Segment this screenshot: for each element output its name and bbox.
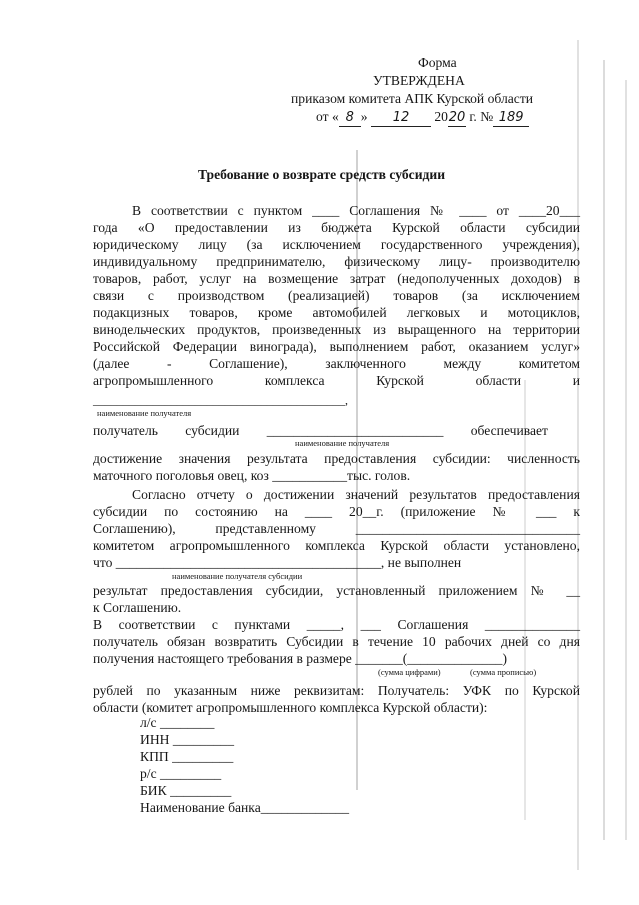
scan-streak — [625, 80, 627, 840]
date-number: 189 — [493, 110, 529, 127]
body-line: агропромышленного комплекса Курской области и — [93, 373, 580, 388]
body-line: В соответствии с пунктами _____, ___ Соглашения ______________ — [93, 617, 580, 632]
body-line: рублей по указанным ниже реквизитам: Получатель: УФК по Курской — [93, 683, 580, 698]
requisite-inn: ИНН _________ — [140, 732, 235, 747]
body-line: достижение значения результата предоставления субсидии: численность — [93, 451, 580, 466]
body-line: получения настоящего требования в размере _______(______________) — [93, 651, 507, 666]
scan-streak — [603, 60, 605, 840]
date-prefix: от « — [316, 109, 339, 124]
body-line: __________________________________________, — [93, 393, 348, 407]
body-line: к Соглашению. — [93, 600, 182, 615]
body-line: индивидуальному предпринимателю, физическому лицу- производителю — [93, 254, 580, 269]
body-line: субсидии по состоянию на ____ 20__г. (приложение № ___ к — [93, 504, 580, 519]
body-line: получатель субсидии __________________________ обеспечивает — [93, 423, 548, 438]
body-line: области (комитет агропромышленного комплекса Курской области): — [93, 700, 488, 715]
body-line: Российской Федерации винограда), выполнением работ, оказанием услуг» — [93, 339, 580, 354]
date-mid: » — [360, 109, 368, 124]
date-day: 8 — [339, 110, 361, 127]
body-line: винодельческих продуктов, произведенных из выращенного на территории — [93, 322, 580, 337]
header-approved: УТВЕРЖДЕНА — [373, 73, 465, 88]
body-line: Соглашению), представленному _________________________________ — [93, 521, 580, 536]
body-line: Согласно отчету о достижении значений результатов предоставления — [132, 487, 580, 502]
body-line: маточного поголовья овец, коз ___________тыс. голов. — [93, 468, 411, 483]
requisite-rs: р/с _________ — [140, 766, 222, 781]
document-title: Требование о возврате средств субсидии — [198, 167, 446, 182]
caption-recipient-name: наименование получателя — [97, 408, 192, 418]
date-number-label: г. № — [469, 109, 494, 124]
caption-amount-digits: (сумма цифрами) — [378, 667, 441, 677]
body-line: В соответствии с пунктом ____ Соглашения № ____ от ____20___ — [132, 203, 580, 218]
scan-streak — [524, 380, 526, 820]
date-year-suffix: 20 — [448, 110, 466, 125]
body-line: связи с производством (реализацией) товаров (за исключением — [93, 288, 580, 303]
body-line: результат предоставления субсидии, установленный приложением № __ — [93, 583, 580, 598]
requisite-bank: Наименование банка_____________ — [140, 800, 350, 815]
requisite-bik: БИК _________ — [140, 783, 232, 798]
body-line: комитетом агропромышленного комплекса Курской области установлено, — [93, 538, 580, 553]
header-order: приказом комитета АПК Курской области — [291, 91, 534, 106]
body-line: подакцизных товаров, кроме автомобилей легковых и мотоциклов, — [93, 305, 580, 320]
caption-amount-words: (сумма прописью) — [470, 667, 537, 677]
body-line: юридическому лицу (за исключением государственного учреждения), — [93, 237, 580, 252]
body-line: получатель обязан возвратить Субсидии в течение 10 рабочих дней со дня — [93, 634, 580, 649]
body-line: что _______________________________________, не выполнен — [93, 555, 462, 570]
date-year-prefix: 20 — [434, 109, 448, 124]
caption-recipient-name: наименование получателя — [295, 438, 390, 448]
body-line: (далее - Соглашение), заключенного между комитетом — [93, 356, 580, 371]
date-month: 12 — [371, 110, 431, 127]
body-line: товаров, работ, услуг на возмещение затрат (недополученных доходов) в — [93, 271, 580, 286]
requisite-ls: л/с ________ — [140, 715, 215, 730]
requisite-kpp: КПП _________ — [140, 749, 234, 764]
header-forma: Форма — [418, 55, 457, 70]
caption-subsidy-recipient: наименование получателя субсидии — [172, 571, 303, 581]
body-line: года «О предоставлении из бюджета Курской области субсидии — [93, 220, 580, 235]
header-date-line — [316, 109, 529, 127]
